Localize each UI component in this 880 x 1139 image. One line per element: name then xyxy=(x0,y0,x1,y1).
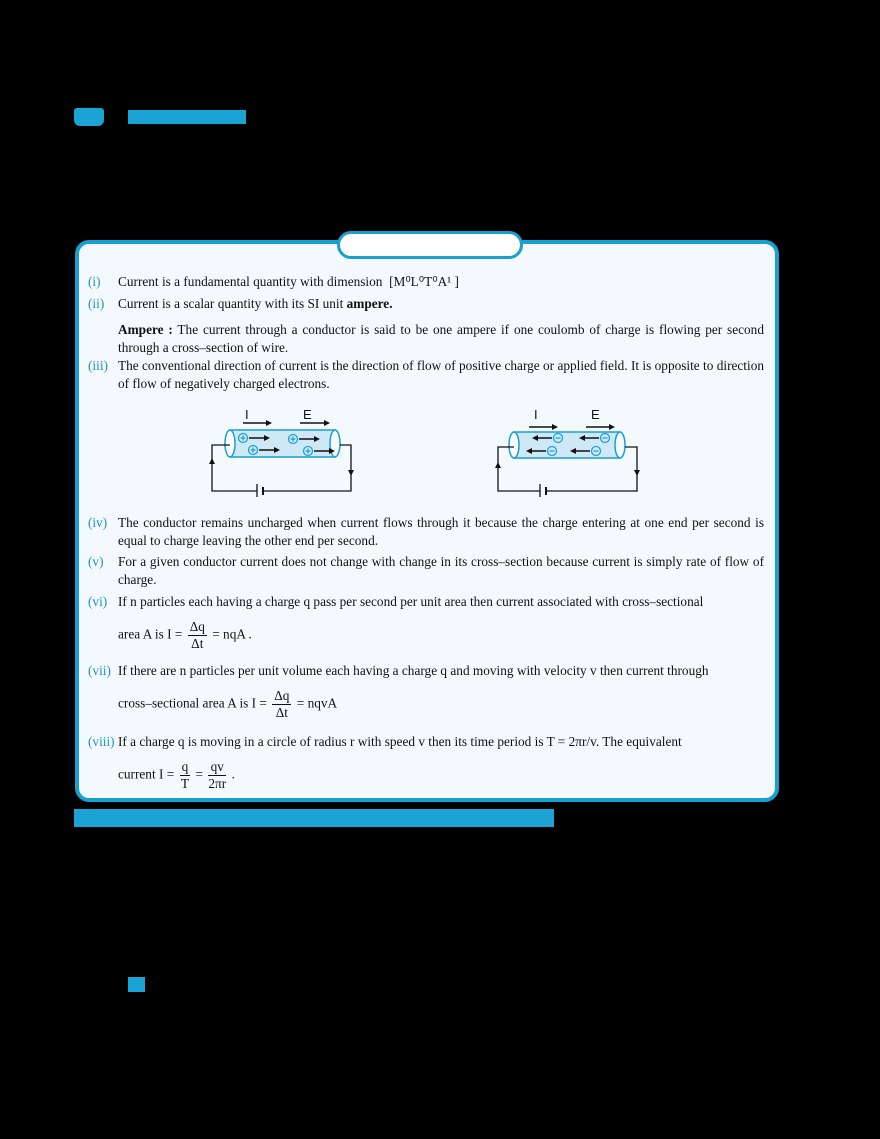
si-unit: ampere. xyxy=(346,296,393,311)
list-item-iii xyxy=(88,357,764,393)
item-text: If a charge q is moving in a circle of radius r with speed v then its time period is T = 2πr/v. The equivalent xyxy=(118,734,682,749)
list-item-iv xyxy=(88,514,764,550)
positive-charge-flow-diagram xyxy=(200,402,360,497)
list-item-i xyxy=(88,273,764,291)
item-text: If n particles each having a charge q pass per second per unit area then current associated with cross–sectional xyxy=(118,594,704,609)
page-marker xyxy=(128,977,145,992)
item-label: (ii) xyxy=(88,296,105,311)
dimension-formula: [M⁰L⁰T⁰A¹ ] xyxy=(389,274,459,289)
item-text: The conventional direction of current is the direction of flow of positive charge or applied field. It is opposite to direction of flow of negatively charged electrons. xyxy=(118,358,764,391)
field-label: E xyxy=(591,407,600,422)
item-text: The conductor remains uncharged when current flows through it because the charge entering at one end per second is equal to charge leaving the other end per second. xyxy=(118,515,764,548)
current-label: I xyxy=(245,407,249,422)
definition-text: The current through a conductor is said to be one ampere if one coulomb of charge is flowing per second through a cross–section of wire. xyxy=(118,322,764,355)
section-title xyxy=(128,110,246,124)
item-label: (vi) xyxy=(88,594,108,609)
list-item-viii xyxy=(88,733,764,792)
item-label: (vii) xyxy=(88,663,111,678)
current-label: I xyxy=(534,407,538,422)
item-text: Current is a fundamental quantity with dimension xyxy=(118,274,383,289)
item-label: (i) xyxy=(88,274,101,289)
list-item-ii xyxy=(88,295,764,357)
box-title-tab xyxy=(337,231,523,259)
item-label: (iii) xyxy=(88,358,108,373)
list-item-vi xyxy=(88,593,764,652)
field-label: E xyxy=(303,407,312,422)
section-number-badge xyxy=(74,108,104,126)
item-label: (v) xyxy=(88,554,104,569)
current-equation: current I = $\frac{q}{T}$ = $\frac{qv}{2\pi r}$ . xyxy=(118,759,235,791)
item-text: Current is a scalar quantity with its SI unit xyxy=(118,296,344,311)
definition-label: Ampere : xyxy=(118,322,173,337)
item-label: (viii) xyxy=(88,734,115,749)
list-item-v xyxy=(88,553,764,589)
list-item-vii xyxy=(88,662,764,721)
item-text: For a given conductor current does not change with change in its cross–section because current is simply rate of flow of charge. xyxy=(118,554,764,587)
current-equation: area A is I = $\frac{\Delta q}{\Delta t}$ = nqA . xyxy=(118,619,252,651)
negative-charge-flow-diagram xyxy=(488,402,648,497)
item-label: (iv) xyxy=(88,515,108,530)
sub-heading xyxy=(74,809,554,827)
current-equation: cross–sectional area A is I = $\frac{\Delta q}{\Delta t}$ = nqvA xyxy=(118,688,338,720)
item-text: If there are n particles per unit volume each having a charge q and moving with velocity v then current through xyxy=(118,663,709,678)
